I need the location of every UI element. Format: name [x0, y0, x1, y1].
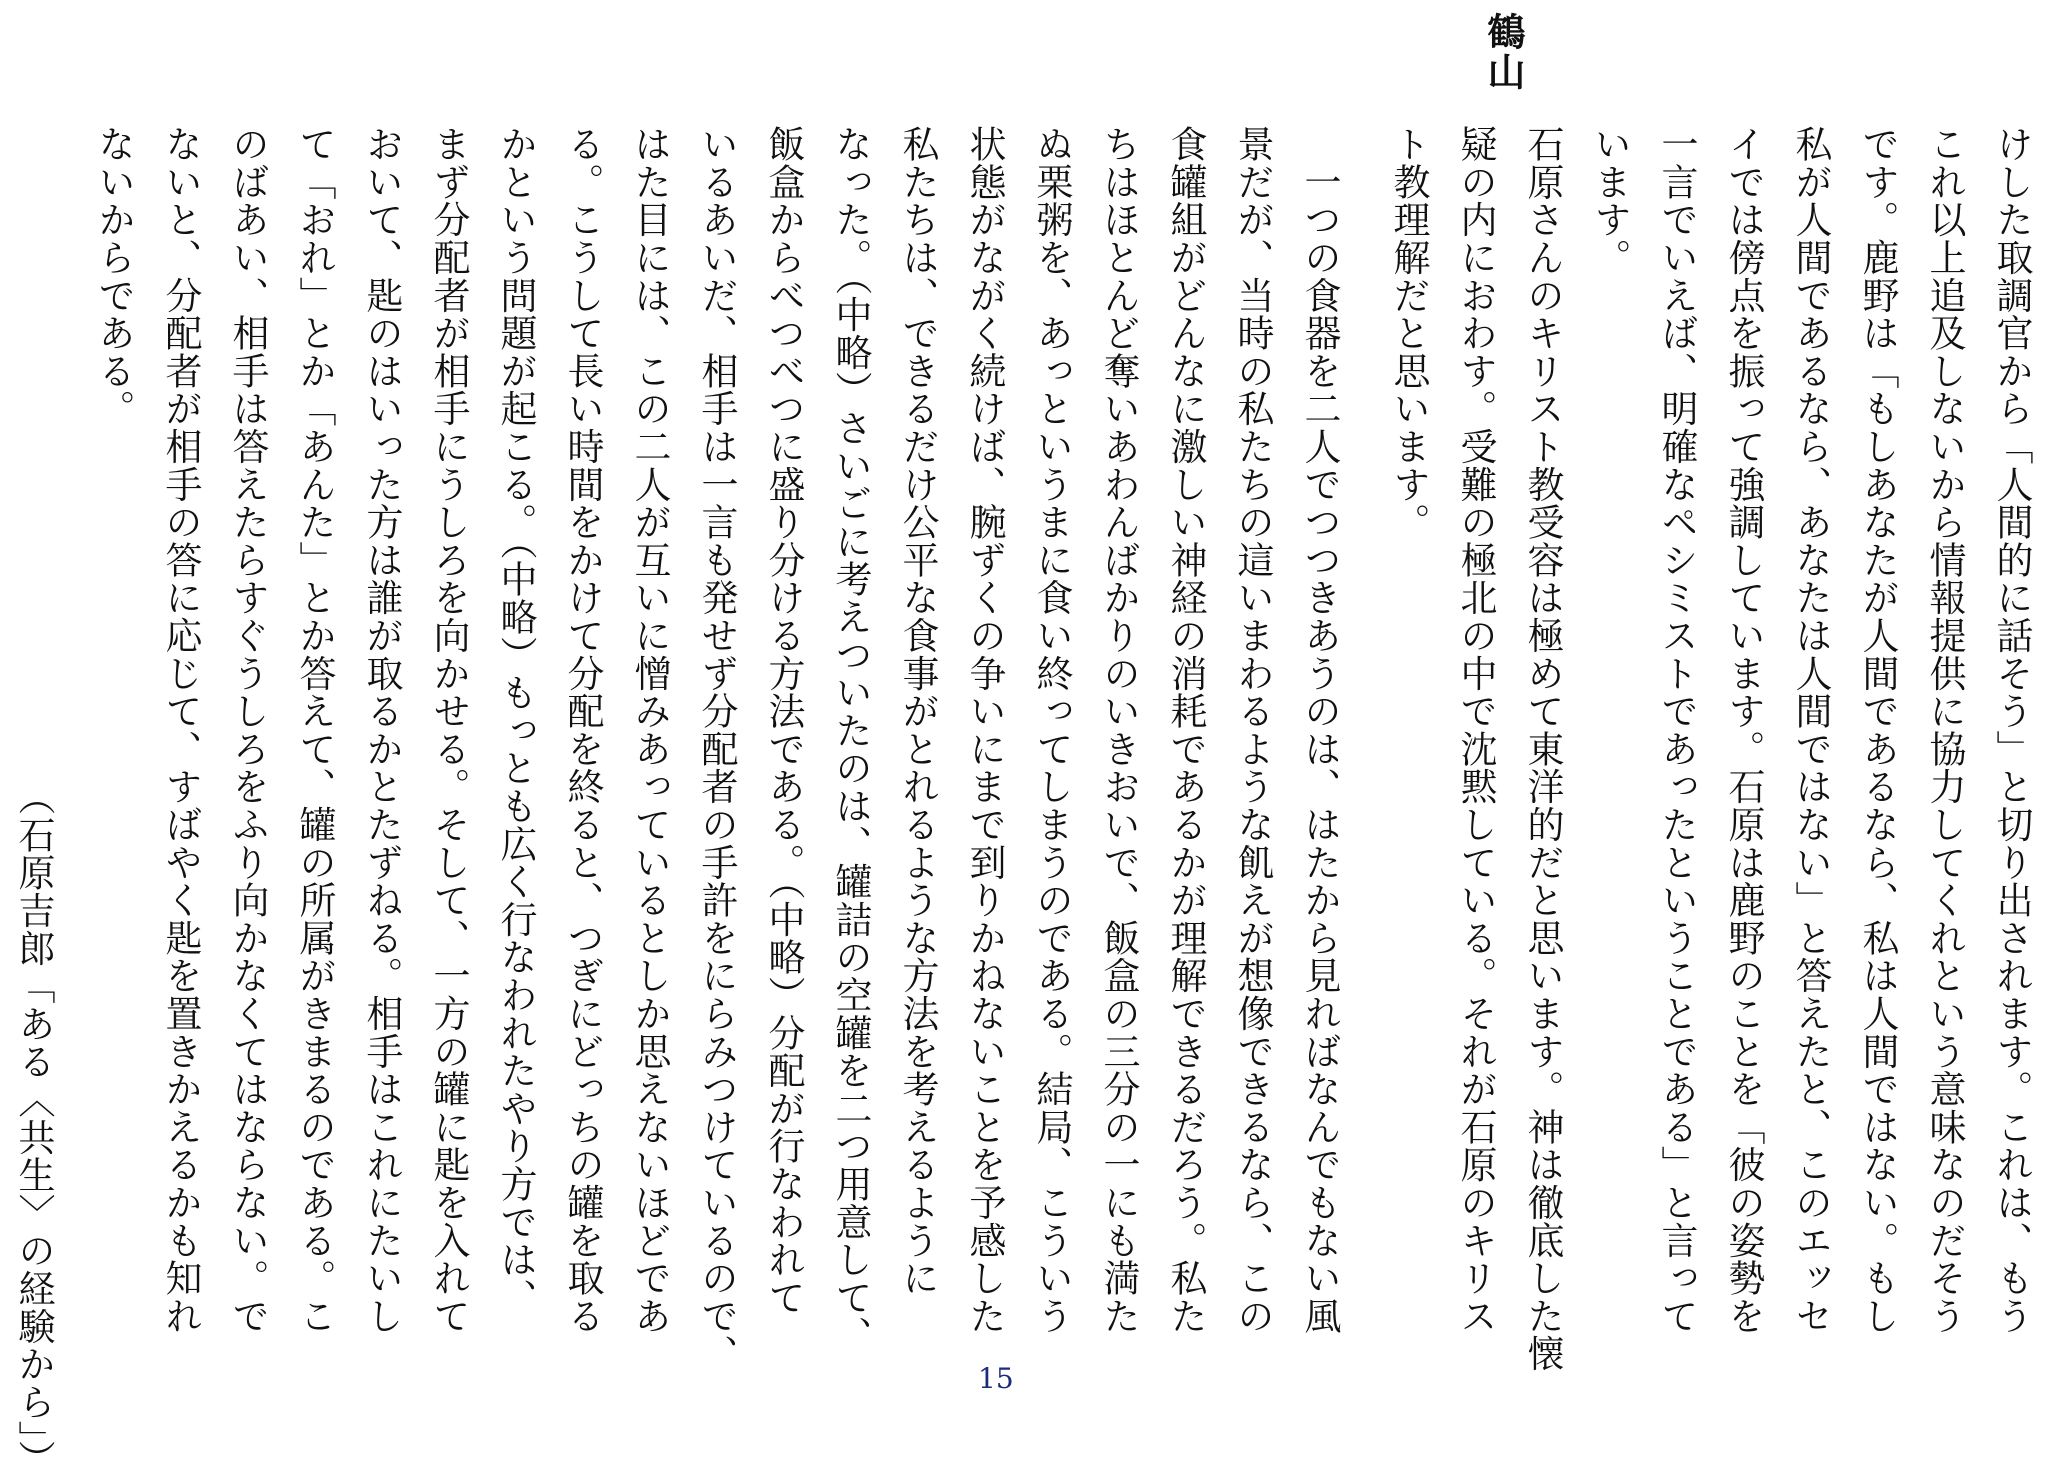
quoted-passage: 一つの食器を二人でつつきあうのは、はたから見ればなんでもない風 景だが、当時の私たちの這いまわるような飢えが想像できるなら、この 食罐組がどんなに激しい神経の消耗であるかが理解できるだろう。私た ちはほとんど奪いあわんばかりのいきおいで、飯盒の三分の一にも満た ぬ栗粥を、あっというまに食い終ってしまうのである。結局、こういう 状態がながく続けば、腕ずくの争いにまで到りかねないことを予感した 私たちは、できるだけ公平な食事がとれるような方法を考えるように なった。（中略）さいごに考えついたのは、罐詰の空罐を二つ用意して、 飯盒からべつべつに盛り分ける方法である。（中略）分配が行なわれて いるあいだ、相手は一言も発せず分配者の手許をにらみつけているので、 はた目には、この二人が互いに憎みあっているとしか思えないほどであ る。こうして長い時間をかけて分配を終ると、つぎにどっちの罐を取る かという問題が起こる。（中略）もっとも広く行なわれたやり方では、 まず分配者が相手にうしろを向かせる。そして、一方の罐に匙を入れて おいて、匙のはいった方は誰が取るかとたずねる。相手はこれにたいし て「おれ」とか「あんた」とか答えて、罐の所属がきまるのである。こ のばあい、相手は答えたらすぐうしろをふり向かなくてはならない。で ないと、分配者が相手の答に応じて、すばやく匙を置きかえるかも知れ ないからである。 — [92, 125, 1341, 1373]
page-number: 15 — [978, 1362, 1014, 1395]
author-heading: 鶴山 — [1481, 12, 1526, 92]
essay-section-1: けした取調官から「人間的に話そう」と切り出されます。これは、もう これ以上追及しないから情報提供に協力してくれという意味なのだそう です。鹿野は「もしあなたが人間であるなら、私は人間ではない。もし 私が人間であるなら、あなたは人間ではない」と答えたと、このエッセ イでは傍点を振って強調しています。石原は鹿野のことを「彼の姿勢を 一言でいえば、明確なペシミストであったということである」と言って います。 石原さんのキリスト教受容は極めて東洋的だと思います。神は徹底した懐 疑の内におわす。受難の極北の中で沈黙している。それが石原のキリス ト教理解だと思います。 — [1387, 125, 2033, 1373]
citation: （石原吉郎「ある〈共生〉の経験から」） — [12, 778, 55, 1478]
